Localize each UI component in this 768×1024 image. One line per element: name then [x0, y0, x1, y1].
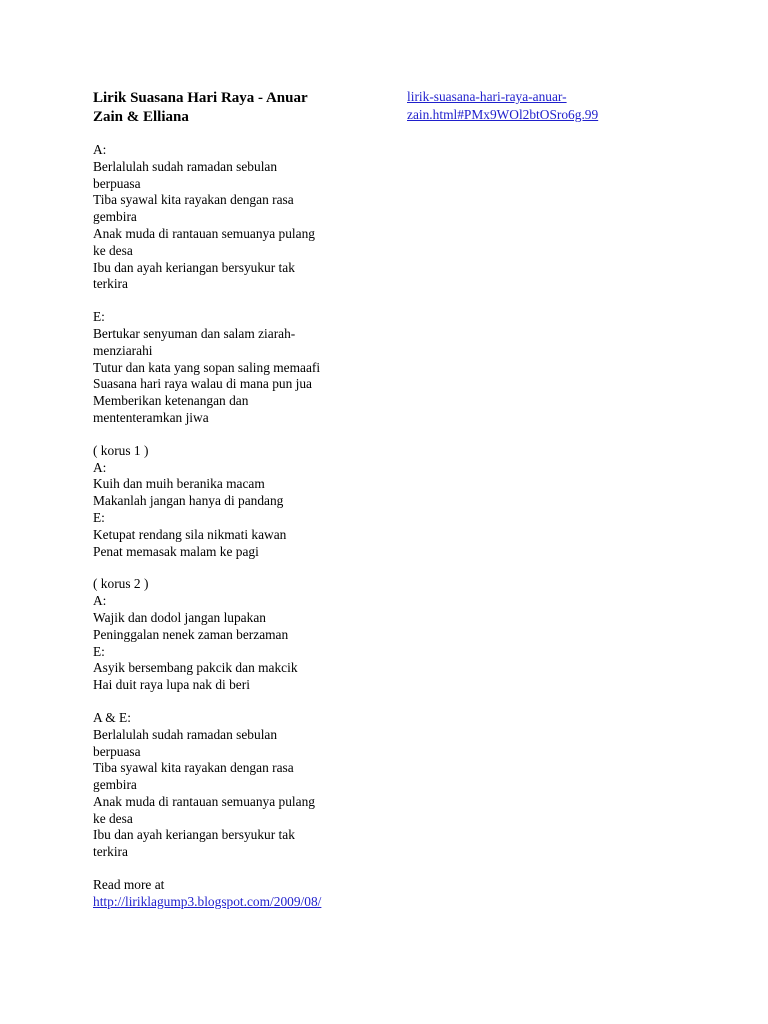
source-link-line-1[interactable]: lirik-suasana-hari-raya-anuar- [407, 89, 567, 104]
lyric-line: Berlalulah sudah ramadan sebulan [93, 158, 278, 174]
lyric-line: berpuasa [93, 743, 141, 759]
lyric-line: Memberikan ketenangan dan [93, 393, 249, 409]
lyric-line: terkira [93, 276, 128, 292]
lyric-line: Penat memasak malam ke pagi [93, 543, 259, 559]
lyric-line: Anak muda di rantauan semuanya pulang [93, 793, 315, 809]
chorus-2 [93, 576, 373, 694]
lyric-line: Peninggalan nenek zaman berzaman [93, 626, 289, 642]
lyric-line: A: [93, 142, 107, 157]
lyric-line: Ibu dan ayah keriangan bersyukur tak [93, 827, 295, 843]
chorus-1 [93, 443, 373, 561]
lyric-line: Hai duit raya lupa nak di beri [93, 677, 250, 693]
lyric-line: Asyik bersembang pakcik dan makcik [93, 660, 298, 676]
source-link-column [407, 88, 707, 123]
lyric-line: gembira [93, 209, 137, 225]
lyrics-column [93, 89, 373, 927]
lyric-line: ( korus 2 ) [93, 576, 149, 592]
verse-1 [93, 142, 373, 293]
lyric-line: ke desa [93, 810, 133, 826]
read-more-label: Read more at [93, 877, 165, 893]
lyric-line: Tiba syawal kita rayakan dengan rasa [93, 760, 294, 776]
lyric-line: E: [93, 643, 105, 659]
lyric-line: ( korus 1 ) [93, 442, 149, 458]
lyric-line: A: [93, 593, 107, 609]
lyric-line: Wajik dan dodol jangan lupakan [93, 609, 266, 625]
lyric-line: Ibu dan ayah keriangan bersyukur tak [93, 259, 295, 275]
song-title-line-2: Zain & Elliana [93, 109, 189, 125]
song-title-line-1: Lirik Suasana Hari Raya - Anuar [93, 90, 308, 106]
verse-2 [93, 309, 373, 427]
lyric-line: A: [93, 459, 107, 475]
lyric-line: menziarahi [93, 342, 153, 358]
lyric-line: ke desa [93, 242, 133, 258]
read-more-footer [93, 877, 373, 911]
lyric-line: Tutur dan kata yang sopan saling memaafi [93, 359, 321, 375]
lyric-line: A & E: [93, 709, 131, 725]
lyric-line: Makanlah jangan hanya di pandang [93, 493, 284, 509]
lyric-line: E: [93, 509, 105, 525]
lyric-line: Kuih dan muih beranika macam [93, 476, 265, 492]
lyric-line: terkira [93, 844, 128, 860]
lyric-line: berpuasa [93, 175, 141, 191]
song-title [93, 89, 373, 127]
verse-3 [93, 710, 373, 861]
lyric-line: Anak muda di rantauan semuanya pulang [93, 225, 315, 241]
lyric-line: Ketupat rendang sila nikmati kawan [93, 526, 287, 542]
source-link-line-2[interactable]: zain.html#PMx9WOl2btOSro6g.99 [407, 106, 599, 122]
lyric-line: mententeramkan jiwa [93, 409, 209, 425]
lyric-line: Tiba syawal kita rayakan dengan rasa [93, 192, 294, 208]
lyric-line: Suasana hari raya walau di mana pun jua [93, 376, 313, 392]
lyric-line: Berlalulah sudah ramadan sebulan [93, 726, 278, 742]
lyric-line: gembira [93, 777, 137, 793]
lyric-line: E: [93, 309, 105, 325]
source-url-link[interactable]: http://liriklagump3.blogspot.com/2009/08/ [93, 893, 322, 909]
lyric-line: Bertukar senyuman dan salam ziarah- [93, 325, 296, 341]
